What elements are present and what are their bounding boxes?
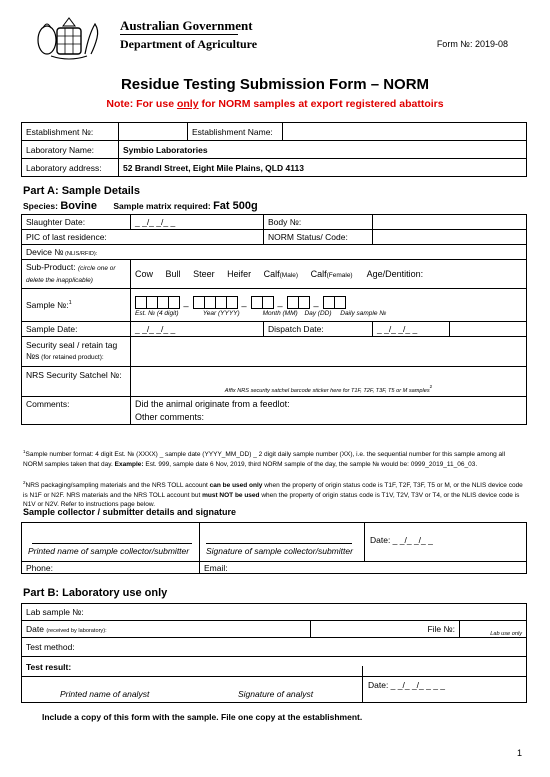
analyst-vline: [362, 666, 363, 703]
subproduct-cell: [22, 260, 131, 289]
seal-sub: (for retained product):: [39, 354, 104, 361]
note-post: for NORM samples at export registered abattoirs: [198, 98, 444, 110]
est-no-label: Establishment №:: [22, 123, 119, 141]
test-result[interactable]: Test result:: [22, 657, 527, 677]
subproduct-label: Sub-Product:: [26, 262, 78, 272]
dispatch-date-extra: [450, 322, 527, 337]
feedlot-question: Did the animal originate from a feedlot:: [135, 398, 290, 409]
caption-est: Est. № (4 digit): [135, 309, 179, 317]
footnote-1-sup: 1: [23, 449, 26, 454]
daily-no-boxes[interactable]: [323, 296, 345, 306]
collector-signature[interactable]: Signature of sample collector/submitter: [206, 546, 353, 556]
test-method[interactable]: Test method:: [22, 638, 527, 657]
est-no-field[interactable]: [119, 123, 188, 141]
satchel-field[interactable]: [131, 367, 527, 397]
part-b-heading: Part B: Laboratory use only: [23, 587, 168, 599]
lab-sample-no[interactable]: Lab sample №:: [22, 604, 527, 621]
lab-date-cell[interactable]: [22, 621, 311, 638]
age-dentition-label: Age/Dentition:: [366, 269, 424, 279]
est-name-label: Establishment Name:: [188, 123, 283, 141]
subproduct-hint: (circle one or delete the inapplicable): [26, 265, 116, 284]
lab-name-label: Laboratory Name:: [22, 141, 119, 159]
footnote-1: [23, 447, 523, 469]
species-value: Bovine: [60, 200, 98, 212]
caption-year: Year (YYYY): [202, 309, 240, 317]
comments-label: Comments:: [22, 397, 131, 425]
footnote-1-example: Example:: [114, 460, 144, 468]
gov-name: Australian Government: [120, 18, 253, 33]
day-boxes[interactable]: [287, 296, 309, 306]
department-name: Department of Agriculture: [120, 37, 258, 51]
satchel-note: Affix NRS security satchel barcode sticker here for T1F, T2F, T3F, T5 or M samples: [224, 388, 430, 394]
lab-name-value: Symbio Laboratories: [119, 141, 527, 159]
satchel-sup: 2: [429, 384, 433, 390]
option-bull[interactable]: Bull: [165, 269, 181, 279]
collector-sig-line: [206, 543, 352, 544]
species-label: Species:: [23, 201, 61, 211]
calf-male-sub: (Male): [279, 272, 299, 279]
option-calf-female[interactable]: [311, 269, 353, 279]
device-sub: (NLIS/RFID):: [63, 251, 98, 257]
calf-female-sub: (Female): [326, 272, 353, 279]
dispatch-date-field[interactable]: _ _/_ _/_ _: [373, 322, 450, 337]
crest-logo: [33, 14, 105, 62]
option-calf-male[interactable]: [264, 269, 298, 279]
establishment-table: [21, 122, 527, 177]
norm-status-field[interactable]: [373, 230, 527, 245]
option-cow[interactable]: Cow: [135, 269, 154, 279]
collector-name-line: [32, 543, 192, 544]
page-title: Residue Testing Submission Form – NORM: [120, 76, 430, 93]
analyst-printed-name[interactable]: Printed name of analyst: [60, 689, 150, 699]
est-name-field[interactable]: [283, 123, 527, 141]
option-steer[interactable]: Steer: [193, 269, 215, 279]
subproduct-options: [131, 260, 527, 289]
caption-month: Month (MM): [262, 309, 298, 317]
collector-heading: Sample collector / submitter details and signature: [23, 507, 237, 517]
footnote-2-text-b: when the property of origin status code is T1F, T2F, T3F, T5 or M, or the NLIS device code is N1F or N2F. NRS materials and the NRS TOLL account but: [23, 482, 523, 499]
other-comments: Other comments:: [135, 411, 205, 422]
comments-field[interactable]: [131, 397, 527, 425]
note-pre: Note: For use: [106, 98, 177, 110]
year-boxes[interactable]: [193, 296, 237, 306]
calf-female-label: Calf: [310, 269, 327, 279]
analyst-signature[interactable]: Signature of analyst: [238, 689, 314, 699]
seal-label: Security seal / retain tag №s: [26, 340, 118, 361]
seal-field[interactable]: [131, 337, 527, 367]
slaughter-date-field[interactable]: _ _/_ _/_ _: [131, 215, 264, 230]
file-no-field[interactable]: [460, 621, 527, 638]
footnote-1-text-a: Sample number format: 4 digit Est. № (XXXX) _ sample date (YYYY_MM_DD) _ 2 digit daily sample number (XX), i.e. the sequential number for this sample among all NORM samples taken that day.: [23, 451, 506, 468]
lab-address-label: Laboratory address:: [22, 159, 119, 177]
seal-cell: [22, 337, 131, 367]
collector-date[interactable]: Date: _ _/_ _/_ _: [370, 535, 433, 545]
footnote-2-text-a: NRS packaging/sampling materials and the NRS TOLL account: [25, 482, 210, 490]
option-heifer[interactable]: Heifer: [227, 269, 252, 279]
sample-no-boxes: _ _ _ _ Est. № (4 digit) Year (YYYY) Month (MM) Day (DD) Daily sample №: [131, 289, 527, 322]
caption-daily: Daily sample №: [340, 309, 387, 317]
norm-status-label: NORM Status/ Code:: [264, 230, 373, 245]
device-row[interactable]: [22, 245, 527, 260]
header-rule: [120, 34, 238, 35]
sample-details-table: [21, 214, 527, 425]
sample-no-sup: 1: [68, 300, 72, 307]
footnote-2-sup: 2: [23, 480, 26, 485]
collector-phone[interactable]: Phone:: [26, 563, 53, 573]
device-label: Device №: [26, 247, 64, 257]
pic-label: PIC of last residence:: [22, 230, 264, 245]
collector-divider: [21, 561, 527, 574]
collector-vline-2: [364, 522, 365, 562]
usage-note: [0, 98, 550, 110]
footer-note: Include a copy of this form with the sample. File one copy at the establishment.: [42, 712, 363, 722]
sample-date-label: Sample Date:: [22, 322, 131, 337]
caption-day: Day (DD): [304, 309, 332, 317]
sample-no-cell: [22, 289, 131, 322]
form-number: Form №: 2019-08: [436, 39, 508, 49]
page-number: 1: [516, 748, 522, 758]
footnote-2-text-c: when the property of origin status code is T1V, T2V, T3V or T4, or the NLIS device code is N1V or N2V. Refer to instructions page below.: [23, 491, 520, 509]
analyst-date[interactable]: Date: _ _/_ _/_ _ _ _: [368, 680, 446, 690]
file-no-label: File №:: [311, 621, 460, 638]
slaughter-date-label: Slaughter Date:: [22, 215, 131, 230]
month-boxes[interactable]: [251, 296, 273, 306]
lab-date-label: Date: [26, 624, 47, 634]
body-no-field[interactable]: [373, 215, 527, 230]
footnote-2: [23, 478, 523, 510]
species-line: [23, 200, 258, 212]
footnote-2-can: can be used only: [209, 482, 263, 490]
calf-male-label: Calf: [263, 269, 280, 279]
dispatch-date-label: Dispatch Date:: [264, 322, 373, 337]
sample-no-captions: [135, 310, 522, 317]
sample-no-label: Sample №:: [26, 300, 69, 310]
collector-printed-name[interactable]: Printed name of sample collector/submitter: [28, 546, 190, 556]
part-a-heading: Part A: Sample Details: [23, 185, 140, 197]
footnote-2-must: must NOT be used: [202, 491, 260, 499]
collector-email[interactable]: Email:: [204, 563, 228, 573]
collector-vline: [199, 522, 200, 574]
matrix-label: Sample matrix required:: [113, 201, 214, 211]
est-no-boxes[interactable]: [135, 296, 179, 306]
body-no-label: Body №:: [264, 215, 373, 230]
lab-use-only: Lab use only: [490, 631, 522, 637]
sample-date-field[interactable]: _ _/_ _/_ _: [131, 322, 264, 337]
footnote-1-text-b: Est. 999, sample date 6 Nov, 2019, third NORM sample of the day, the sample № would be: 0999_2019_11_06_03.: [143, 460, 478, 468]
satchel-label: NRS Security Satchel №:: [22, 367, 131, 397]
lab-address-value: 52 Brandl Street, Eight Mile Plains, QLD 4113: [119, 159, 527, 177]
collector-box: [21, 522, 527, 562]
matrix-value: Fat 500g: [213, 200, 258, 212]
note-only: only: [176, 98, 199, 110]
lab-date-sub: (received by laboratory):: [46, 628, 107, 634]
